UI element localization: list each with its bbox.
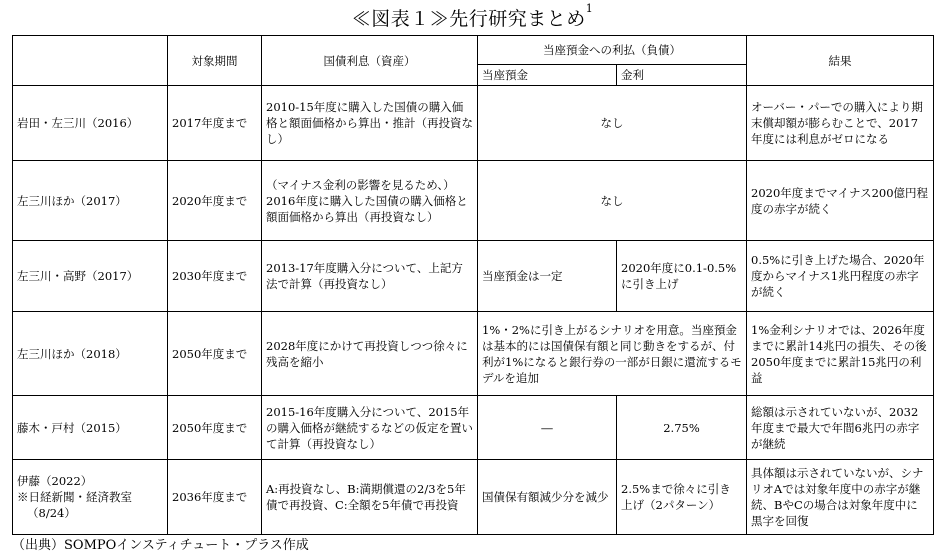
deposit-merged-cell: なし — [478, 86, 747, 161]
header-rate: 金利 — [617, 65, 747, 86]
study-cell — [13, 460, 168, 535]
figure-title-text: ≪図表１≫先行研究まとめ — [351, 8, 586, 30]
header-study — [13, 36, 168, 86]
study-date-line: （8/24） — [27, 506, 76, 520]
period-cell: 2020年度まで — [168, 161, 262, 241]
figure-title — [0, 4, 945, 31]
research-summary-table — [12, 35, 934, 535]
deposit-cell: ― — [478, 396, 617, 460]
rate-cell: 2.5%まで徐々に引き上げ（2パターン） — [617, 460, 747, 535]
header-period: 対象期間 — [168, 36, 262, 86]
deposit-merged-cell: 1%・2%に引き上がるシナリオを用意。当座預金は基本的には国債保有額と同じ動きをするが、付利が1%になると銀行券の一部が日銀に還流するモデルを追加 — [478, 312, 747, 396]
result-cell: 1%金利シナリオでは、2026年度までに累計14兆円の損失、その後2050年度までに累計15兆円の利益 — [747, 312, 934, 396]
result-cell: 2020年度までマイナス200億円程度の赤字が続く — [747, 161, 934, 241]
header-deposit-group: 当座預金への利払（負債） — [478, 36, 747, 65]
bond-cell: A:再投資なし、B:満期償還の2/3を5年債で再投資、C:全額を5年債で再投資 — [262, 460, 478, 535]
deposit-cell: 国債保有額減少分を減少 — [478, 460, 617, 535]
header-row-1 — [13, 36, 934, 65]
result-cell: オーバー・パーでの購入により期末償却額が膨らむことで、2017年度には利息がゼロになる — [747, 86, 934, 161]
result-cell: 0.5%に引き上げた場合、2020年度からマイナス1兆円程度の赤字が続く — [747, 241, 934, 312]
study-cell: 藤木・戸村（2015） — [13, 396, 168, 460]
bond-cell: 2028年度にかけて再投資しつつ徐々に残高を縮小 — [262, 312, 478, 396]
bond-cell: 2013-17年度購入分について、上記方法で計算（再投資なし） — [262, 241, 478, 312]
rate-cell: 2020年度に0.1-0.5%に引き上げ — [617, 241, 747, 312]
study-cell: 左三川ほか（2018） — [13, 312, 168, 396]
table-row — [13, 161, 934, 241]
rate-cell: 2.75% — [617, 396, 747, 460]
bond-cell: （マイナス金利の影響を見るため、）2016年度に購入した国債の購入価格と額面価格から算出（再投資なし） — [262, 161, 478, 241]
study-line: 伊藤（2022） — [17, 474, 93, 488]
table-row — [13, 460, 934, 535]
study-note-line: ※日経新聞・経済教室 — [17, 490, 132, 504]
bond-cell: 2015-16年度購入分について、2015年の購入価格が継続するなどの仮定を置いて計算（再投資なし） — [262, 396, 478, 460]
header-deposit: 当座預金 — [478, 65, 617, 86]
table-row — [13, 312, 934, 396]
period-cell: 2036年度まで — [168, 460, 262, 535]
study-cell: 左三川ほか（2017） — [13, 161, 168, 241]
period-cell: 2030年度まで — [168, 241, 262, 312]
result-cell: 総額は示されていないが、2032年度まで最大で年間6兆円の赤字が継続 — [747, 396, 934, 460]
deposit-cell: 当座預金は一定 — [478, 241, 617, 312]
period-cell: 2017年度まで — [168, 86, 262, 161]
table-row — [13, 86, 934, 161]
period-cell: 2050年度まで — [168, 396, 262, 460]
result-cell: 具体額は示されていないが、シナリオAでは対象年度中の赤字が継続、BやCの場合は対象年度中に黒字を回復 — [747, 460, 934, 535]
study-cell: 左三川・高野（2017） — [13, 241, 168, 312]
bond-cell: 2010-15年度に購入した国債の購入価格と額面価格から算出・推計（再投資なし） — [262, 86, 478, 161]
footnote-marker: 1 — [585, 2, 594, 15]
table-row — [13, 241, 934, 312]
source-note: （出典）SOMPOインスティチュート・プラス作成 — [12, 538, 309, 553]
study-cell: 岩田・左三川（2016） — [13, 86, 168, 161]
table-row — [13, 396, 934, 460]
header-bond-interest: 国債利息（資産） — [262, 36, 478, 86]
deposit-merged-cell: なし — [478, 161, 747, 241]
period-cell: 2050年度まで — [168, 312, 262, 396]
header-result: 結果 — [747, 36, 934, 86]
